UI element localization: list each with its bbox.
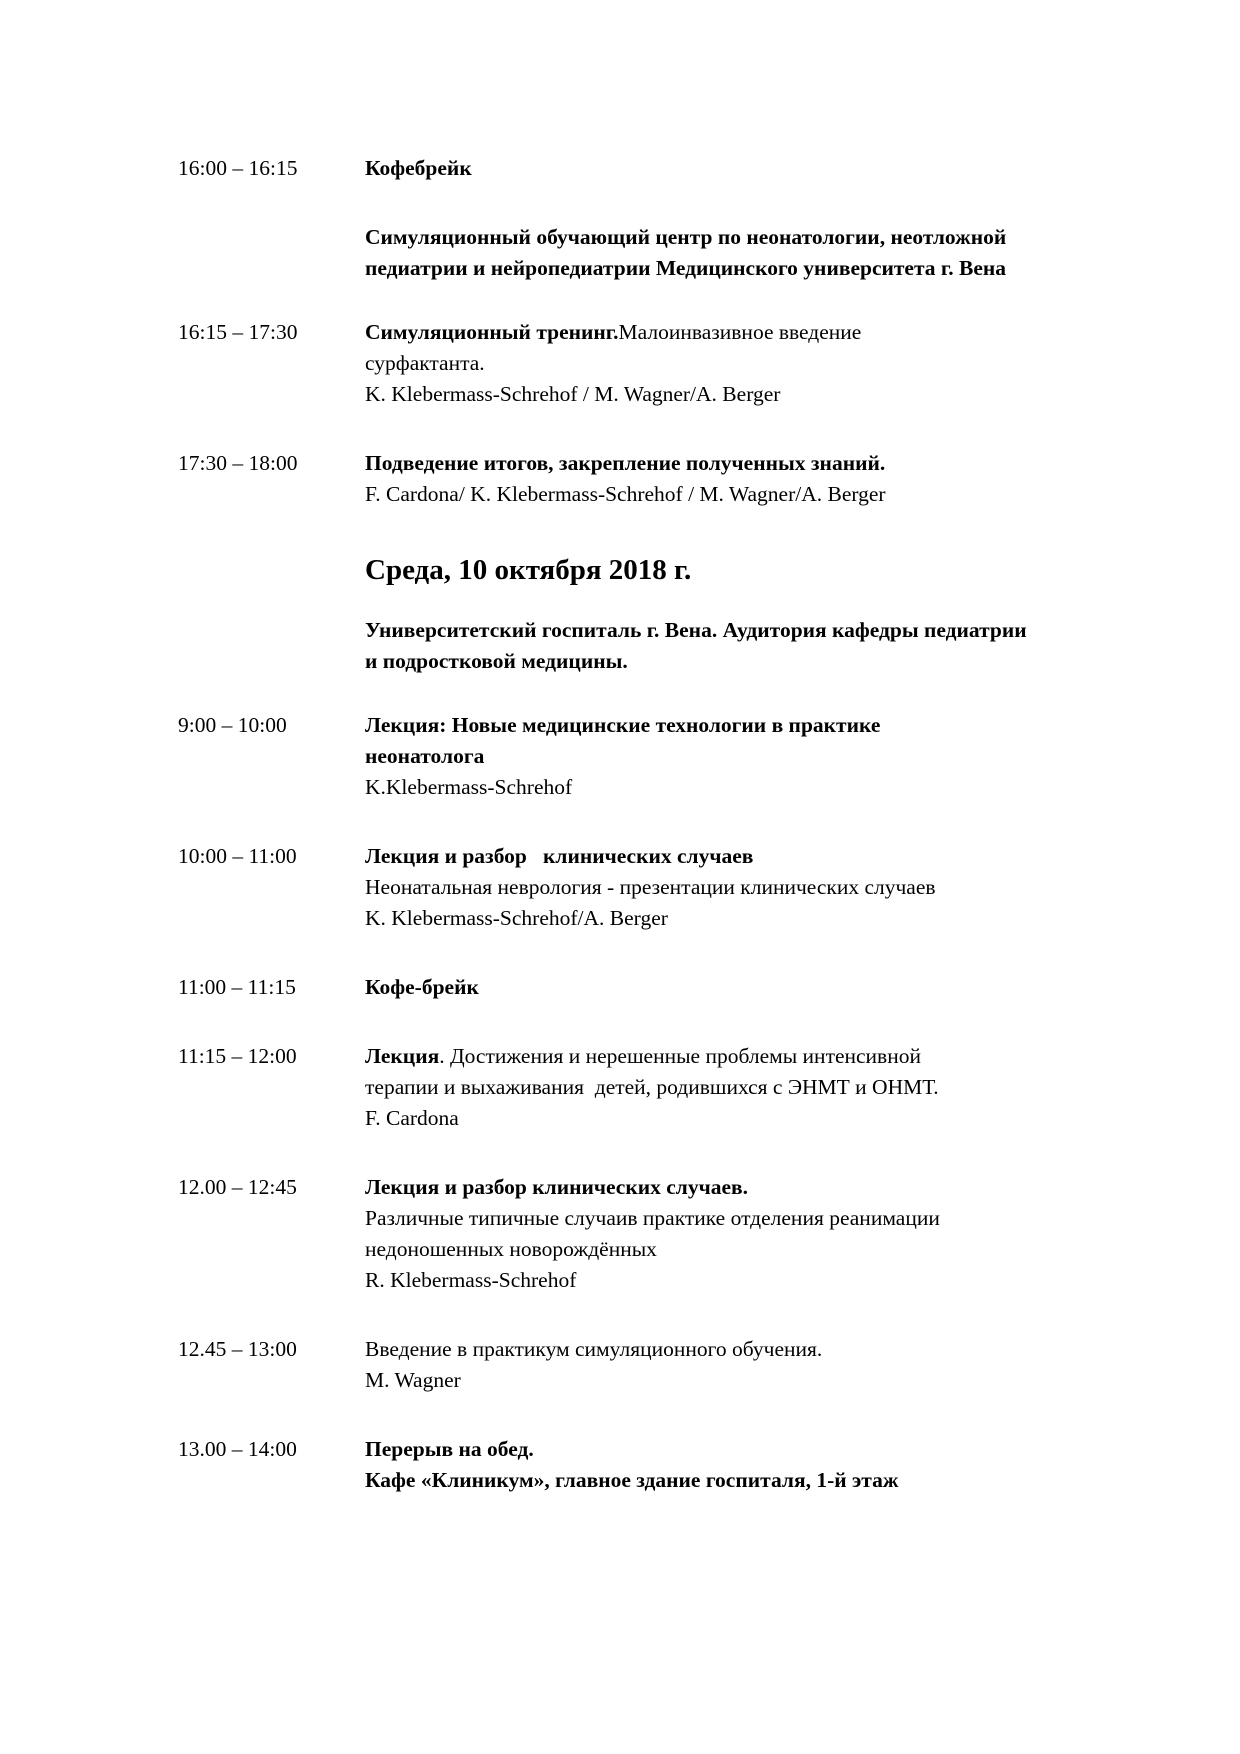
text-line	[365, 872, 1085, 903]
schedule	[178, 153, 1210, 1496]
text-line	[365, 552, 1085, 588]
time-range: 9:00 – 10:00	[178, 713, 287, 737]
bold-text: Кофебрейк	[365, 156, 472, 180]
text-line	[365, 903, 1085, 934]
regular-text: Неонатальная неврология - презентации клинических случаев	[365, 875, 936, 899]
text-line	[365, 1103, 1085, 1134]
text-line	[365, 1265, 1085, 1296]
schedule-row	[178, 1434, 1210, 1496]
bold-text: Лекция	[365, 1044, 440, 1068]
bold-text: Университетский госпиталь г. Вена. Аудитория кафедры педиатрии	[365, 618, 1027, 642]
entry-content	[365, 153, 1085, 184]
entry-content	[365, 1334, 1085, 1396]
schedule-row	[178, 153, 1210, 184]
bold-text: Лекция и разбор клинических случаев.	[365, 1175, 748, 1199]
text-line	[365, 153, 1085, 184]
bold-text: Кофе-брейк	[365, 975, 479, 999]
time-range: 10:00 – 11:00	[178, 844, 297, 868]
text-line	[365, 1203, 1085, 1234]
date-heading-row	[178, 552, 1210, 588]
bold-text: Симуляционный обучающий центр по неонатологии, неотложной	[365, 225, 1007, 249]
text-line	[365, 646, 1085, 677]
entry-content	[365, 972, 1085, 1003]
text-line	[365, 1334, 1085, 1365]
text-line	[365, 841, 1085, 872]
entry-content	[365, 1434, 1085, 1496]
text-line	[365, 379, 1085, 410]
time-range: 11:00 – 11:15	[178, 975, 296, 999]
time-range: 12.45 – 13:00	[178, 1337, 297, 1361]
bold-text: Подведение итогов, закрепление полученных знаний.	[365, 451, 886, 475]
location-note	[365, 222, 1085, 284]
regular-text: Малоинвазивное введение	[618, 320, 862, 344]
text-line	[365, 615, 1085, 646]
text-line	[365, 317, 1085, 348]
text-line	[365, 1234, 1085, 1265]
bold-text: Кафе «Клиникум», главное здание госпиталя, 1-й этаж	[365, 1468, 899, 1492]
text-line	[365, 972, 1085, 1003]
schedule-row	[178, 1041, 1210, 1134]
text-line	[365, 1072, 1085, 1103]
regular-text: F. Cardona	[365, 1106, 459, 1130]
location-note	[365, 615, 1085, 677]
text-line	[365, 741, 1085, 772]
schedule-row	[178, 972, 1210, 1003]
entry-content	[365, 841, 1085, 934]
bold-text: и подростковой медицины.	[365, 649, 628, 673]
schedule-row	[178, 841, 1210, 934]
schedule-row	[178, 1172, 1210, 1296]
text-line	[365, 348, 1085, 379]
bold-text: Перерыв на обед.	[365, 1437, 534, 1461]
text-line	[365, 479, 1085, 510]
bold-text: педиатрии и нейропедиатрии Медицинского университета г. Вена	[365, 256, 1007, 280]
bold-text: неонатолога	[365, 744, 485, 768]
text-line	[365, 1041, 1085, 1072]
time-range: 16:15 – 17:30	[178, 320, 298, 344]
bold-text: Лекция: Новые медицинские технологии в практике	[365, 713, 881, 737]
regular-text: M. Wagner	[365, 1368, 461, 1392]
regular-text: терапии и выхаживания детей, родившихся с ЭНМТ и ОНМТ.	[365, 1075, 939, 1099]
text-line	[365, 448, 1085, 479]
location-note-row	[178, 615, 1210, 677]
time-range: 13.00 – 14:00	[178, 1437, 297, 1461]
time-range: 12.00 – 12:45	[178, 1175, 297, 1199]
bold-text: Симуляционный тренинг.	[365, 320, 619, 344]
regular-text: Различные типичные случаив практике отделения реанимации	[365, 1206, 940, 1230]
regular-text: K. Klebermass-Schrehof / M. Wagner/A. Berger	[365, 382, 781, 406]
text-line	[365, 222, 1085, 253]
bold-text: Среда, 10 октября 2018 г.	[365, 554, 692, 586]
regular-text: сурфактанта.	[365, 351, 485, 375]
entry-content	[365, 1172, 1085, 1296]
regular-text: Введение в практикум симуляционного обучения.	[365, 1337, 823, 1361]
text-line	[365, 1172, 1085, 1203]
location-note-row	[178, 222, 1210, 284]
entry-content	[365, 710, 1085, 803]
text-line	[365, 772, 1085, 803]
entry-content	[365, 317, 1085, 410]
schedule-row	[178, 710, 1210, 803]
text-line	[365, 253, 1085, 284]
regular-text: R. Klebermass-Schrehof	[365, 1268, 577, 1292]
schedule-row	[178, 1334, 1210, 1396]
entry-content	[365, 1041, 1085, 1134]
text-line	[365, 1465, 1085, 1496]
text-line	[365, 710, 1085, 741]
bold-text: Лекция и разбор клинических случаев	[365, 844, 754, 868]
regular-text: K.Klebermass-Schrehof	[365, 775, 573, 799]
time-range: 16:00 – 16:15	[178, 156, 298, 180]
text-line	[365, 1365, 1085, 1396]
regular-text: недоношенных новорождённых	[365, 1237, 657, 1261]
regular-text: . Достижения и нерешенные проблемы интенсивной	[439, 1044, 921, 1068]
regular-text: F. Cardona/ K. Klebermass-Schrehof / M. Wagner/A. Berger	[365, 482, 886, 506]
date-heading	[365, 552, 1085, 588]
time-range: 11:15 – 12:00	[178, 1044, 297, 1068]
schedule-row	[178, 448, 1210, 510]
schedule-row	[178, 317, 1210, 410]
regular-text: K. Klebermass-Schrehof/A. Berger	[365, 906, 668, 930]
time-range: 17:30 – 18:00	[178, 451, 298, 475]
text-line	[365, 1434, 1085, 1465]
entry-content	[365, 448, 1085, 510]
